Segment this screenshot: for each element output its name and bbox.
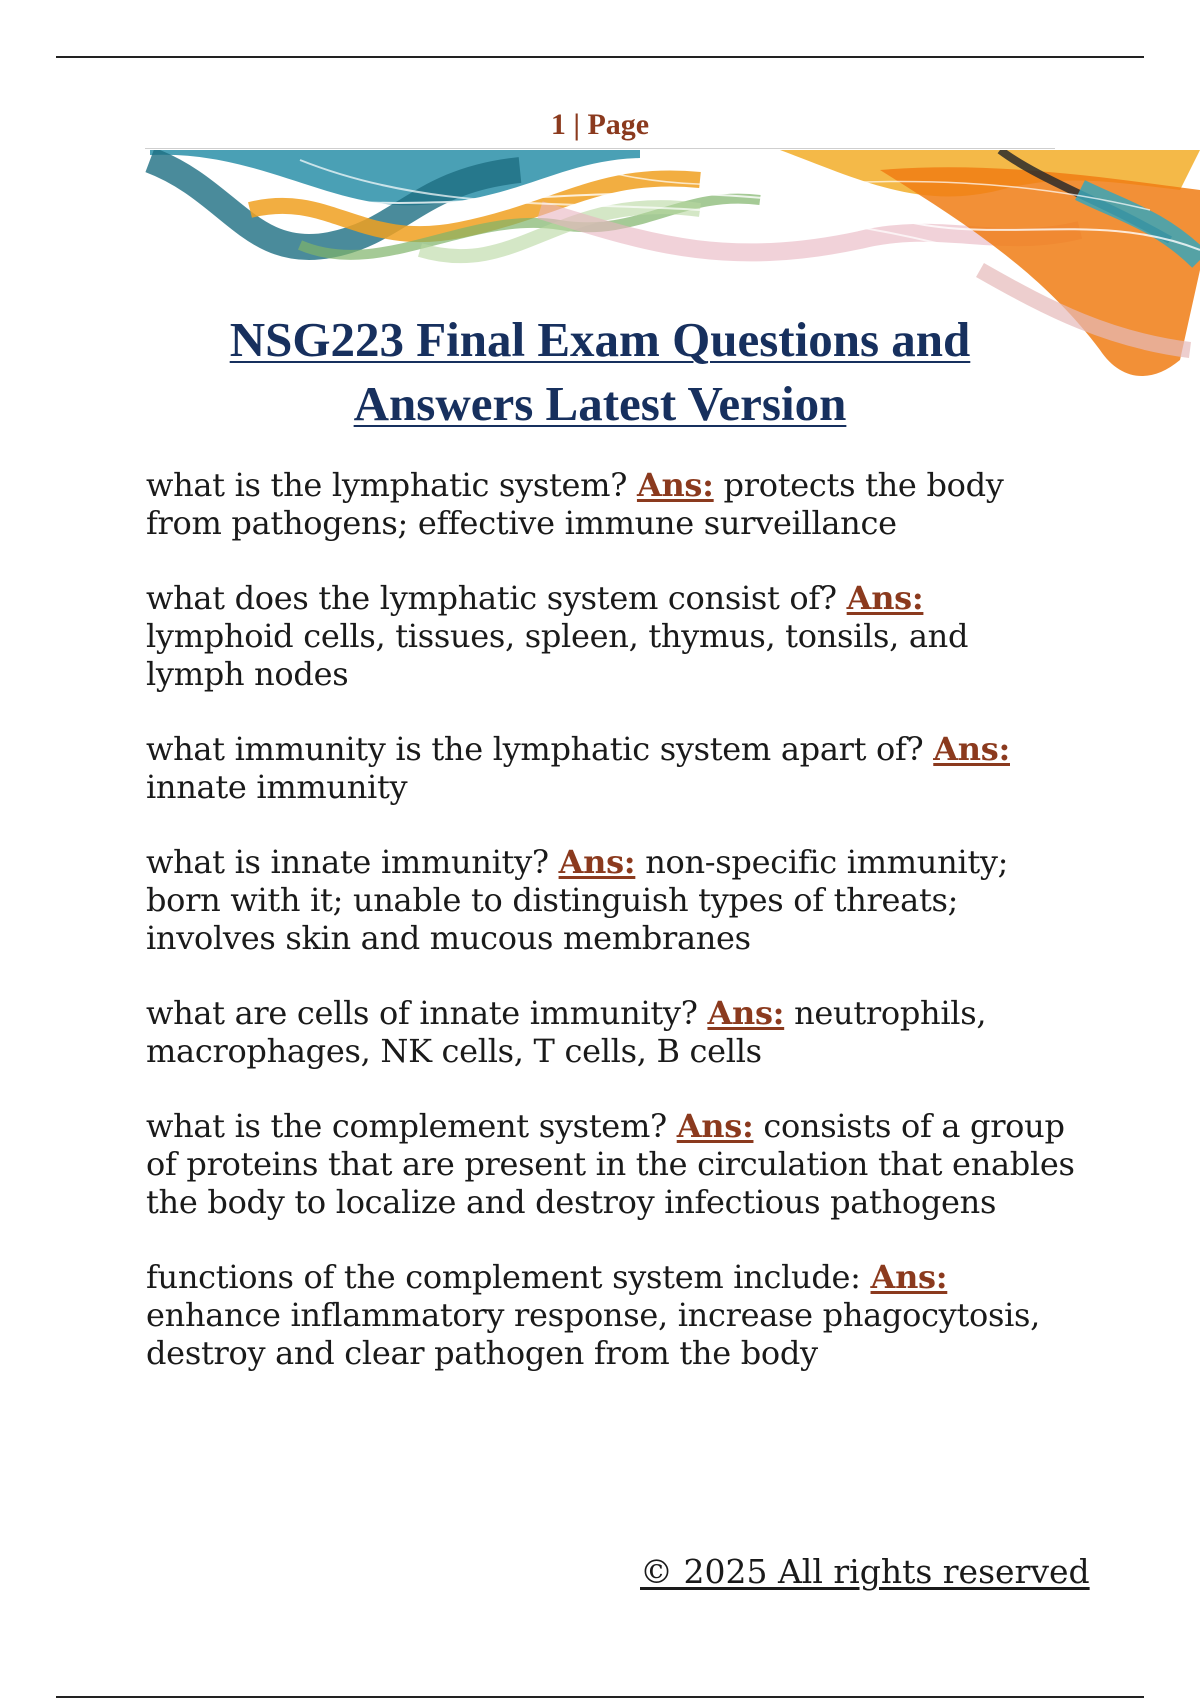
bottom-rule [56,1696,1144,1698]
qa-list [146,466,1076,1409]
copyright-footer: © 2025 All rights reserved [640,1552,1090,1591]
header-divider [145,148,1055,149]
qa-item [146,843,1076,957]
answer-text: consists of a group of proteins that are present in the circulation that enables the body to localize and destroy infectious pathogens [146,1107,1075,1221]
answer-text: neutrophils, macrophages, NK cells, T cells, B cells [146,994,987,1070]
answer-marker: Ans: [933,730,1010,768]
answer-text: lymphoid cells, tissues, spleen, thymus, tonsils, and lymph nodes [146,617,969,693]
question-text: what is the complement system? [146,1107,667,1145]
top-rule [56,56,1144,58]
title-line-1: NSG223 Final Exam Questions and [229,312,971,367]
answer-text: enhance inflammatory response, increase phagocytosis, destroy and clear pathogen from the body [146,1296,1041,1372]
answer-marker: Ans: [870,1258,948,1296]
document-title [145,308,1055,436]
answer-marker: Ans: [846,579,924,617]
qa-item [146,994,1076,1070]
question-text: what are cells of innate immunity? [146,994,698,1032]
answer-marker: Ans: [676,1107,754,1145]
question-text: what is the lymphatic system? [146,466,628,504]
question-text: functions of the complement system include: [146,1258,861,1296]
page-number-header: 1 | Page [550,108,650,141]
qa-item [146,1258,1076,1372]
answer-marker: Ans: [558,843,636,881]
answer-marker: Ans: [636,466,714,504]
qa-item [146,466,1076,542]
question-text: what is innate immunity? [146,843,549,881]
question-text: what immunity is the lymphatic system apart of? [146,730,924,768]
answer-text: non-specific immunity; born with it; unable to distinguish types of threats; involves skin and mucous membranes [146,843,1009,957]
answer-marker: Ans: [707,994,785,1032]
question-text: what does the lymphatic system consist of? [146,579,837,617]
qa-item [146,730,1076,806]
title-line-2: Answers Latest Version [353,376,847,431]
answer-text: innate immunity [146,768,408,806]
answer-text: protects the body from pathogens; effective immune surveillance [146,466,1004,542]
qa-item [146,579,1076,693]
qa-item [146,1107,1076,1221]
